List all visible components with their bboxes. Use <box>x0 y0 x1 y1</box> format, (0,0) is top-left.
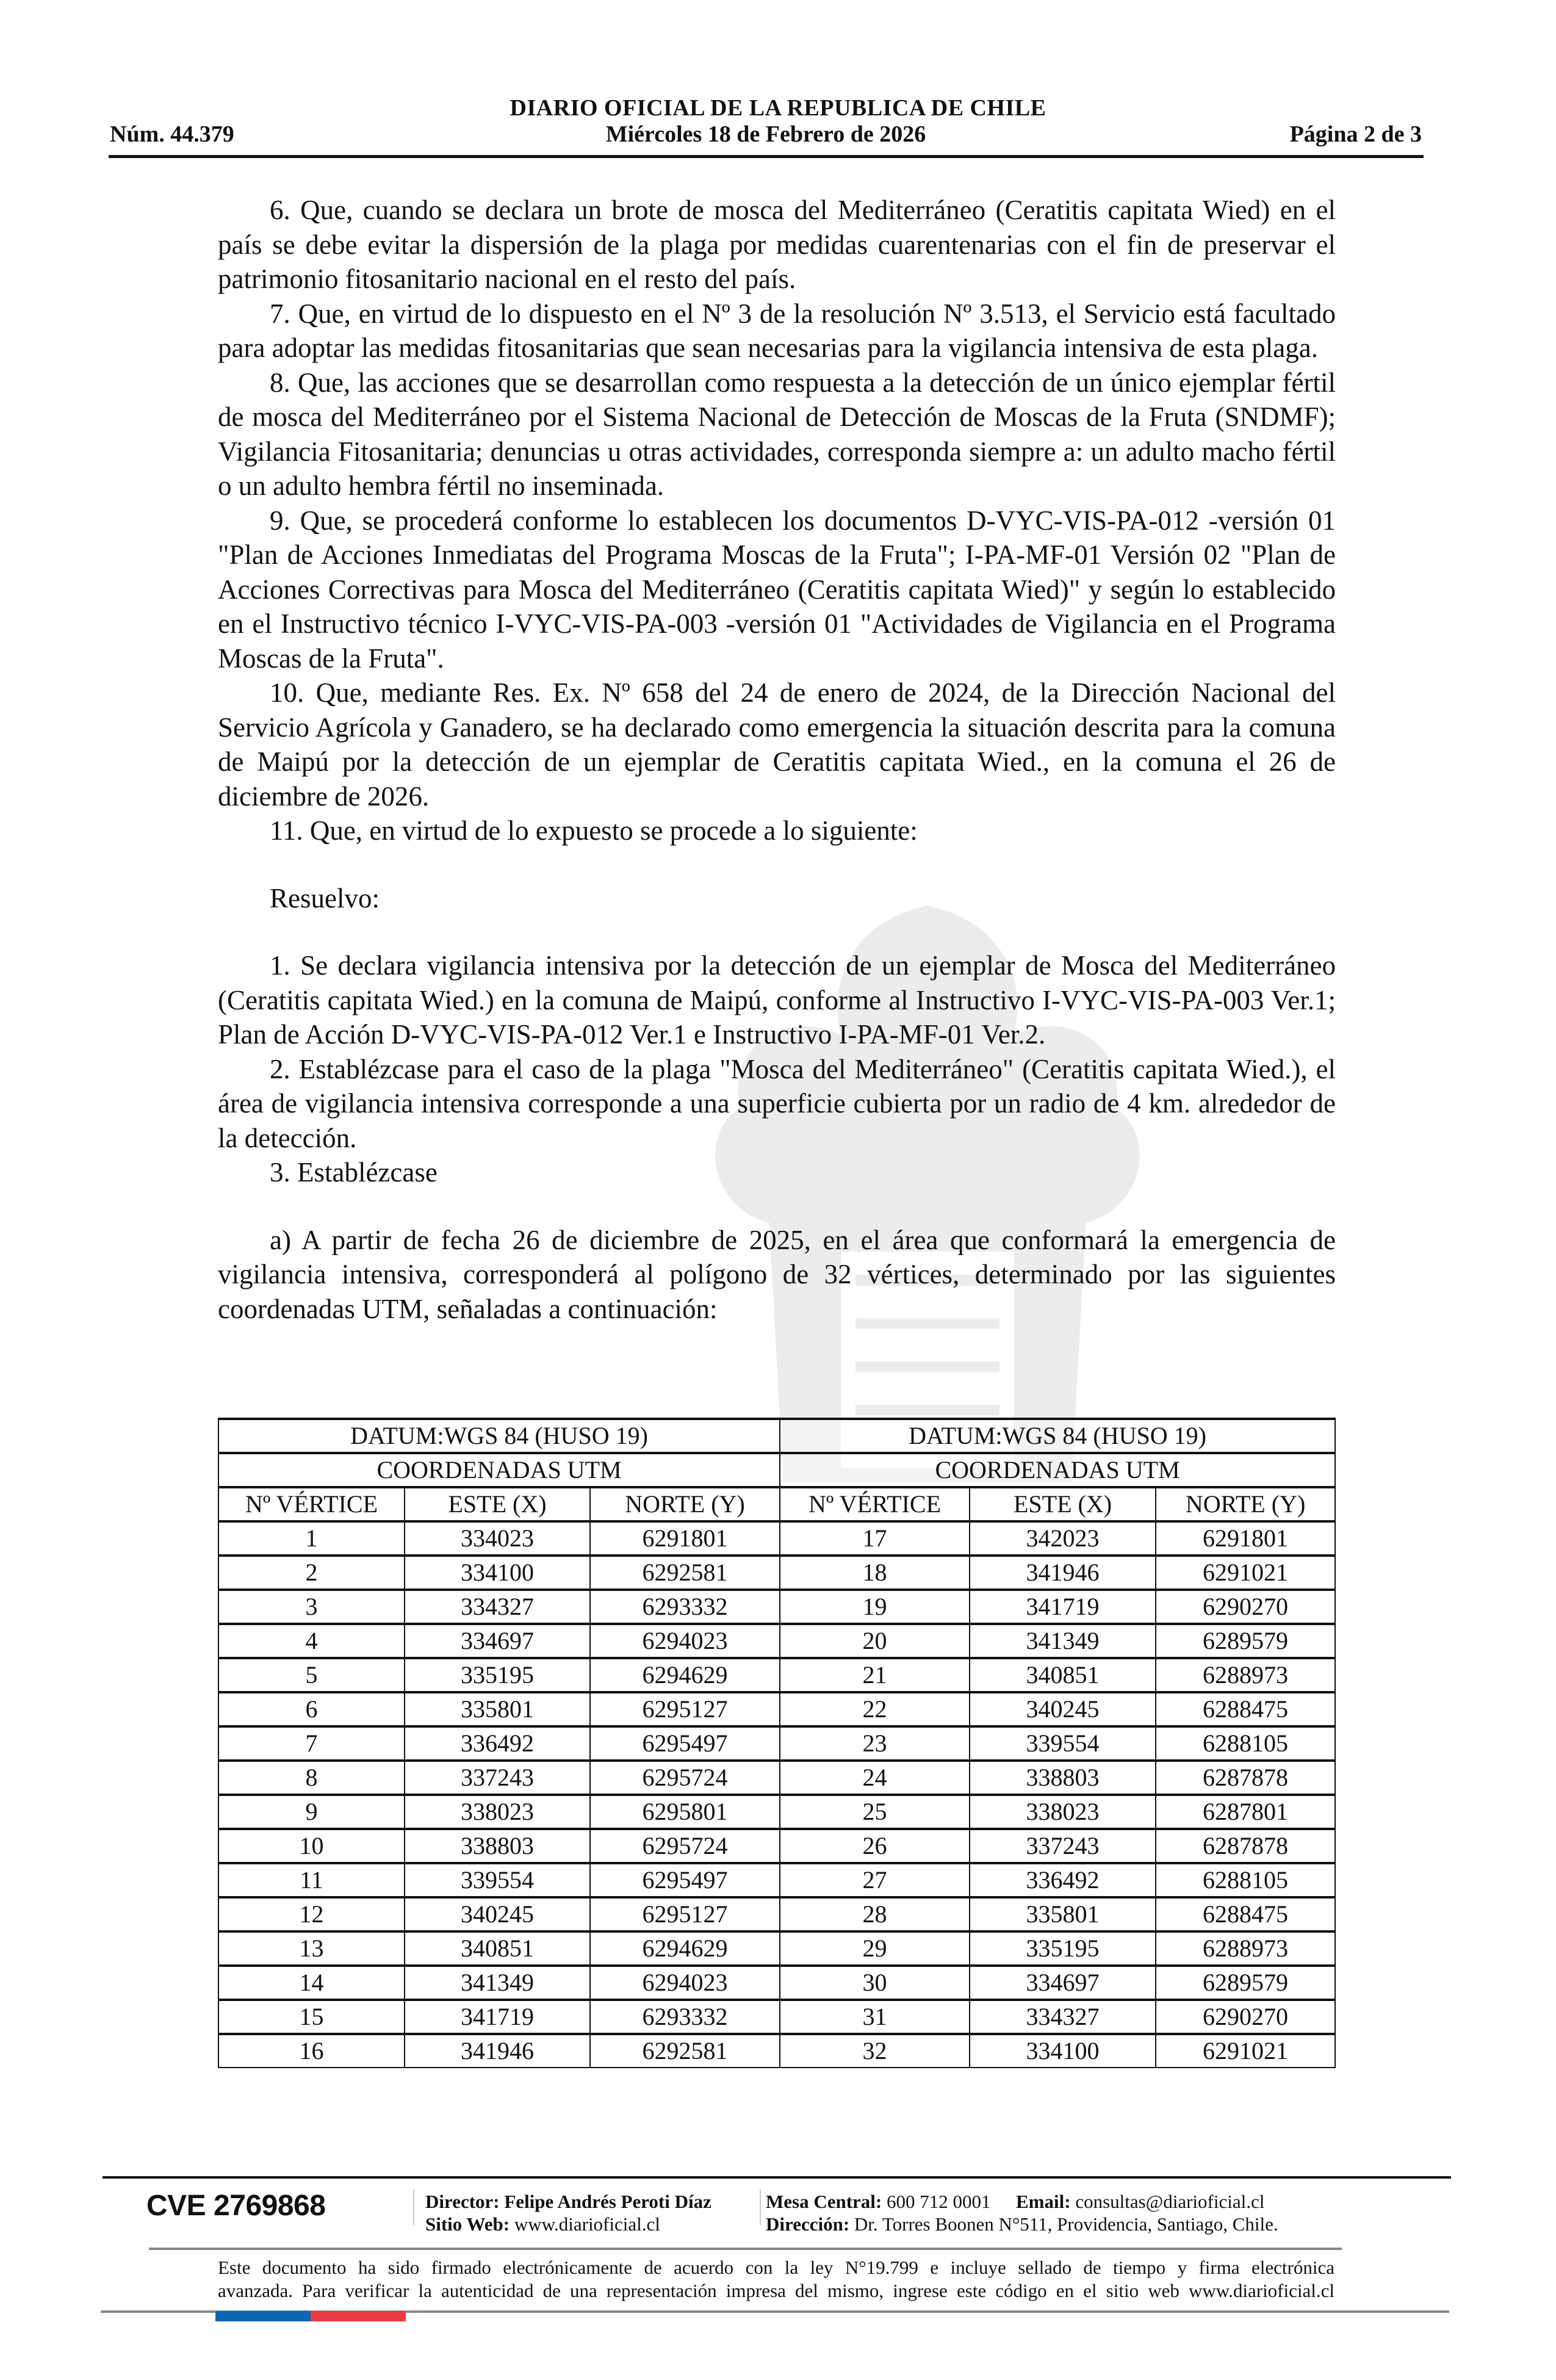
header-row <box>110 121 1422 150</box>
phone-label: Mesa Central: <box>766 2191 882 2212</box>
cell-vertex: 23 <box>780 1726 970 1761</box>
page-indicator: Página 2 de 3 <box>1289 121 1422 147</box>
cve-code: CVE 2769868 <box>146 2190 326 2222</box>
footer-contact-block <box>766 2190 1278 2235</box>
cell-vertex: 10 <box>218 1829 405 1863</box>
cell-vertex: 8 <box>218 1761 405 1795</box>
cell-vertex: 9 <box>218 1795 405 1829</box>
cell-vertex: 30 <box>780 1966 970 2000</box>
document-body <box>218 193 1336 1326</box>
resolution-1: 1. Se declara vigilancia intensiva por la detección de un ejemplar de Mosca del Mediterráneo (Ceratitis capitata Wied.) en la comuna de Maipú, conforme al Instructivo I-VYC-VIS-PA-003 Ver.1; Plan de Acción D-VYC-VIS-PA-012 Ver.1 e Instructivo I-PA-MF-01 Ver.2. <box>218 950 1336 1050</box>
cell-vertex: 22 <box>780 1692 970 1726</box>
cell-vertex: 28 <box>780 1897 970 1931</box>
cell-north: 6288973 <box>1156 1931 1335 1966</box>
cell-east: 337243 <box>405 1761 590 1795</box>
cell-east: 335195 <box>970 1931 1156 1966</box>
cell-east: 339554 <box>405 1863 590 1897</box>
phone-number: 600 712 0001 <box>887 2191 991 2212</box>
director-name: Felipe Andrés Peroti Díaz <box>504 2191 711 2212</box>
cell-north: 6288105 <box>1156 1863 1335 1897</box>
cell-north: 6295497 <box>590 1726 780 1761</box>
cell-north: 6295801 <box>590 1795 780 1829</box>
cell-north: 6288105 <box>1156 1726 1335 1761</box>
cell-north: 6291021 <box>1156 2034 1335 2068</box>
footer-separator <box>413 2190 414 2225</box>
cell-east: 341946 <box>405 2034 590 2068</box>
col-header-east: ESTE (X) <box>405 1487 590 1521</box>
cell-north: 6289579 <box>1156 1966 1335 2000</box>
footer-divider-mid <box>149 2248 1342 2250</box>
cell-vertex: 27 <box>780 1863 970 1897</box>
cell-vertex: 20 <box>780 1624 970 1658</box>
publication-title: DIARIO OFICIAL DE LA REPUBLICA DE CHILE <box>510 95 1046 121</box>
email-label: Email: <box>1016 2191 1071 2212</box>
cell-east: 340245 <box>970 1692 1156 1726</box>
cell-north: 6290270 <box>1156 1590 1335 1624</box>
cell-east: 342023 <box>970 1521 1156 1556</box>
cell-north: 6288973 <box>1156 1658 1335 1692</box>
cell-vertex: 3 <box>218 1590 405 1624</box>
cell-north: 6288475 <box>1156 1897 1335 1931</box>
cell-vertex: 13 <box>218 1931 405 1966</box>
table-row <box>218 1624 1335 1658</box>
cell-east: 334100 <box>405 1556 590 1590</box>
cell-north: 6290270 <box>1156 2000 1335 2034</box>
table-row <box>218 1829 1335 1863</box>
col-header-vertex: Nº VÉRTICE <box>780 1487 970 1521</box>
cell-east: 335801 <box>405 1692 590 1726</box>
cell-east: 338023 <box>405 1795 590 1829</box>
cell-north: 6292581 <box>590 1556 780 1590</box>
coord-label-row <box>218 1453 1335 1487</box>
cell-north: 6293332 <box>590 1590 780 1624</box>
cell-east: 335801 <box>970 1897 1156 1931</box>
cell-vertex: 2 <box>218 1556 405 1590</box>
cell-vertex: 5 <box>218 1658 405 1692</box>
cell-vertex: 4 <box>218 1624 405 1658</box>
table-row <box>218 1795 1335 1829</box>
address: Dr. Torres Boonen N°511, Providencia, Santiago, Chile. <box>854 2213 1278 2235</box>
table-row <box>218 1897 1335 1931</box>
considerando-9: 9. Que, se procederá conforme lo establecen los documentos D-VYC-VIS-PA-012 -versión 01 "Plan de Acciones Inmediatas del Programa Moscas de la Fruta"; I-PA-MF-01 Versión 02 "Plan de Acciones Correctivas para Mosca del Mediterráneo (Ceratitis capitata Wied)" y según lo establecido en el Instructivo técnico I-VYC-VIS-PA-003 -versión 01 "Actividades de Vigilancia en el Programa Moscas de la Fruta". <box>218 505 1336 674</box>
cell-vertex: 11 <box>218 1863 405 1897</box>
considerando-8: 8. Que, las acciones que se desarrollan como respuesta a la detección de un único ejemplar fértil de mosca del Mediterráneo por el Sistema Nacional de Detección de Moscas de la Fruta (SNDMF); Vigilancia Fitosanitaria; denuncias u otras actividades, corresponda siempre a: un adulto macho fértil o un adulto hembra fértil no inseminada. <box>218 367 1336 501</box>
cell-east: 338023 <box>970 1795 1156 1829</box>
website-link[interactable]: www.diarioficial.cl <box>514 2213 660 2235</box>
cell-east: 341719 <box>970 1590 1156 1624</box>
header-divider <box>109 155 1424 158</box>
considerando-10: 10. Que, mediante Res. Ex. Nº 658 del 24 de enero de 2024, de la Dirección Nacional del Servicio Agrícola y Ganadero, se ha declarado como emergencia la situación descrita para la comuna de Maipú por la detección de un ejemplar de Ceratitis capitata Wied., en la comuna el 26 de diciembre de 2026. <box>218 677 1336 812</box>
cell-north: 6295127 <box>590 1897 780 1931</box>
flag-stripe-red <box>311 2311 406 2321</box>
issue-date: Miércoles 18 de Febrero de 2026 <box>605 121 926 147</box>
cell-vertex: 17 <box>780 1521 970 1556</box>
cell-vertex: 19 <box>780 1590 970 1624</box>
cell-vertex: 32 <box>780 2034 970 2068</box>
table-row <box>218 1692 1335 1726</box>
director-label: Director: <box>425 2191 500 2212</box>
cell-vertex: 25 <box>780 1795 970 1829</box>
cell-east: 341719 <box>405 2000 590 2034</box>
cell-east: 340245 <box>405 1897 590 1931</box>
cell-vertex: 31 <box>780 2000 970 2034</box>
cell-north: 6295724 <box>590 1761 780 1795</box>
subclause-a: a) A partir de fecha 26 de diciembre de 2025, en el área que conformará la emergencia de vigilancia intensiva, corresponderá al polígono de 32 vértices, determinado por las siguientes coordenadas UTM, señaladas a continuación: <box>218 1224 1336 1324</box>
table-row <box>218 1931 1335 1966</box>
cell-north: 6287801 <box>1156 1795 1335 1829</box>
cell-north: 6287878 <box>1156 1829 1335 1863</box>
cell-north: 6294629 <box>590 1658 780 1692</box>
considerando-7: 7. Que, en virtud de lo dispuesto en el Nº 3 de la resolución Nº 3.513, el Servicio está facultado para adoptar las medidas fitosanitarias que sean necesarias para la vigilancia intensiva de esta plaga. <box>218 298 1336 363</box>
cell-east: 334697 <box>970 1966 1156 2000</box>
cell-north: 6294629 <box>590 1931 780 1966</box>
table-row <box>218 1726 1335 1761</box>
cell-east: 339554 <box>970 1726 1156 1761</box>
coord-label-left: COORDENADAS UTM <box>218 1453 780 1487</box>
signature-notice-line-1: Este documento ha sido firmado electrónicamente de acuerdo con la ley N°19.799 e incluye sellado de tiempo y firma electrónica <box>218 2257 1334 2278</box>
cell-north: 6293332 <box>590 2000 780 2034</box>
table-row <box>218 2000 1335 2034</box>
cell-north: 6291021 <box>1156 1556 1335 1590</box>
datum-header-left: DATUM:WGS 84 (HUSO 19) <box>218 1419 780 1453</box>
table-row <box>218 2034 1335 2068</box>
cell-north: 6294023 <box>590 1624 780 1658</box>
website-label: Sitio Web: <box>425 2213 510 2235</box>
cell-east: 341349 <box>405 1966 590 2000</box>
address-label: Dirección: <box>766 2213 850 2235</box>
issue-number: Núm. 44.379 <box>110 121 234 147</box>
cell-east: 334697 <box>405 1624 590 1658</box>
table-row <box>218 1966 1335 2000</box>
cell-north: 6292581 <box>590 2034 780 2068</box>
cell-east: 336492 <box>970 1863 1156 1897</box>
flag-stripe-blue <box>215 2311 311 2321</box>
cell-east: 340851 <box>970 1658 1156 1692</box>
table-row <box>218 1658 1335 1692</box>
cell-vertex: 18 <box>780 1556 970 1590</box>
cell-east: 341946 <box>970 1556 1156 1590</box>
table-row <box>218 1590 1335 1624</box>
resolutive-heading: Resuelvo: <box>270 882 380 914</box>
cell-vertex: 7 <box>218 1726 405 1761</box>
resolution-2: 2. Establézcase para el caso de la plaga "Mosca del Mediterráneo" (Ceratitis capitata Wied.), el área de vigilancia intensiva corresponde a una superficie cubierta por un radio de 4 km. alrededor de la detección. <box>218 1053 1336 1153</box>
datum-header-right: DATUM:WGS 84 (HUSO 19) <box>780 1419 1335 1453</box>
cell-vertex: 24 <box>780 1761 970 1795</box>
cell-vertex: 12 <box>218 1897 405 1931</box>
cell-north: 6288475 <box>1156 1692 1335 1726</box>
col-header-east: ESTE (X) <box>970 1487 1156 1521</box>
column-header-row <box>218 1487 1335 1521</box>
cell-east: 340851 <box>405 1931 590 1966</box>
cell-vertex: 29 <box>780 1931 970 1966</box>
cell-vertex: 21 <box>780 1658 970 1692</box>
cell-vertex: 6 <box>218 1692 405 1726</box>
col-header-north: NORTE (Y) <box>1156 1487 1335 1521</box>
cell-north: 6287878 <box>1156 1761 1335 1795</box>
resolution-3: 3. Establézcase <box>270 1157 438 1188</box>
cell-vertex: 1 <box>218 1521 405 1556</box>
datum-row <box>218 1419 1335 1453</box>
cell-east: 338803 <box>405 1829 590 1863</box>
cell-vertex: 15 <box>218 2000 405 2034</box>
cell-north: 6289579 <box>1156 1624 1335 1658</box>
cell-east: 341349 <box>970 1624 1156 1658</box>
cell-vertex: 16 <box>218 2034 405 2068</box>
considerando-11: 11. Que, en virtud de lo expuesto se procede a lo siguiente: <box>270 815 918 846</box>
cell-north: 6291801 <box>1156 1521 1335 1556</box>
footer-director-block <box>425 2190 711 2235</box>
email-link[interactable]: consultas@diarioficial.cl <box>1075 2191 1265 2212</box>
utm-coordinates-table <box>218 1418 1336 2068</box>
cell-east: 338803 <box>970 1761 1156 1795</box>
cell-east: 334023 <box>405 1521 590 1556</box>
cell-east: 334100 <box>970 2034 1156 2068</box>
signature-notice-line-2: avanzada. Para verificar la autenticidad de una representación impresa del mismo, ingrese este código en el sitio web www.diarioficial.cl <box>218 2280 1334 2301</box>
cell-north: 6295724 <box>590 1829 780 1863</box>
cell-north: 6295497 <box>590 1863 780 1897</box>
considerando-6: 6. Que, cuando se declara un brote de mosca del Mediterráneo (Ceratitis capitata Wied) en el país se debe evitar la dispersión de la plaga por medidas cuarentenarias con el fin de preservar el patrimonio fitosanitario nacional en el resto del país. <box>218 195 1336 294</box>
cell-vertex: 14 <box>218 1966 405 2000</box>
table-row <box>218 1556 1335 1590</box>
table-row <box>218 1761 1335 1795</box>
cell-north: 6295127 <box>590 1692 780 1726</box>
cell-east: 337243 <box>970 1829 1156 1863</box>
coord-label-right: COORDENADAS UTM <box>780 1453 1335 1487</box>
cell-east: 334327 <box>970 2000 1156 2034</box>
table-row <box>218 1863 1335 1897</box>
cell-vertex: 26 <box>780 1829 970 1863</box>
cell-east: 335195 <box>405 1658 590 1692</box>
cell-east: 334327 <box>405 1590 590 1624</box>
col-header-north: NORTE (Y) <box>590 1487 780 1521</box>
footer-divider-top <box>103 2176 1451 2179</box>
cell-east: 336492 <box>405 1726 590 1761</box>
signature-notice <box>218 2256 1334 2302</box>
footer-separator <box>760 2190 761 2225</box>
col-header-vertex: Nº VÉRTICE <box>218 1487 405 1521</box>
cell-north: 6291801 <box>590 1521 780 1556</box>
cell-north: 6294023 <box>590 1966 780 2000</box>
table-row <box>218 1521 1335 1556</box>
